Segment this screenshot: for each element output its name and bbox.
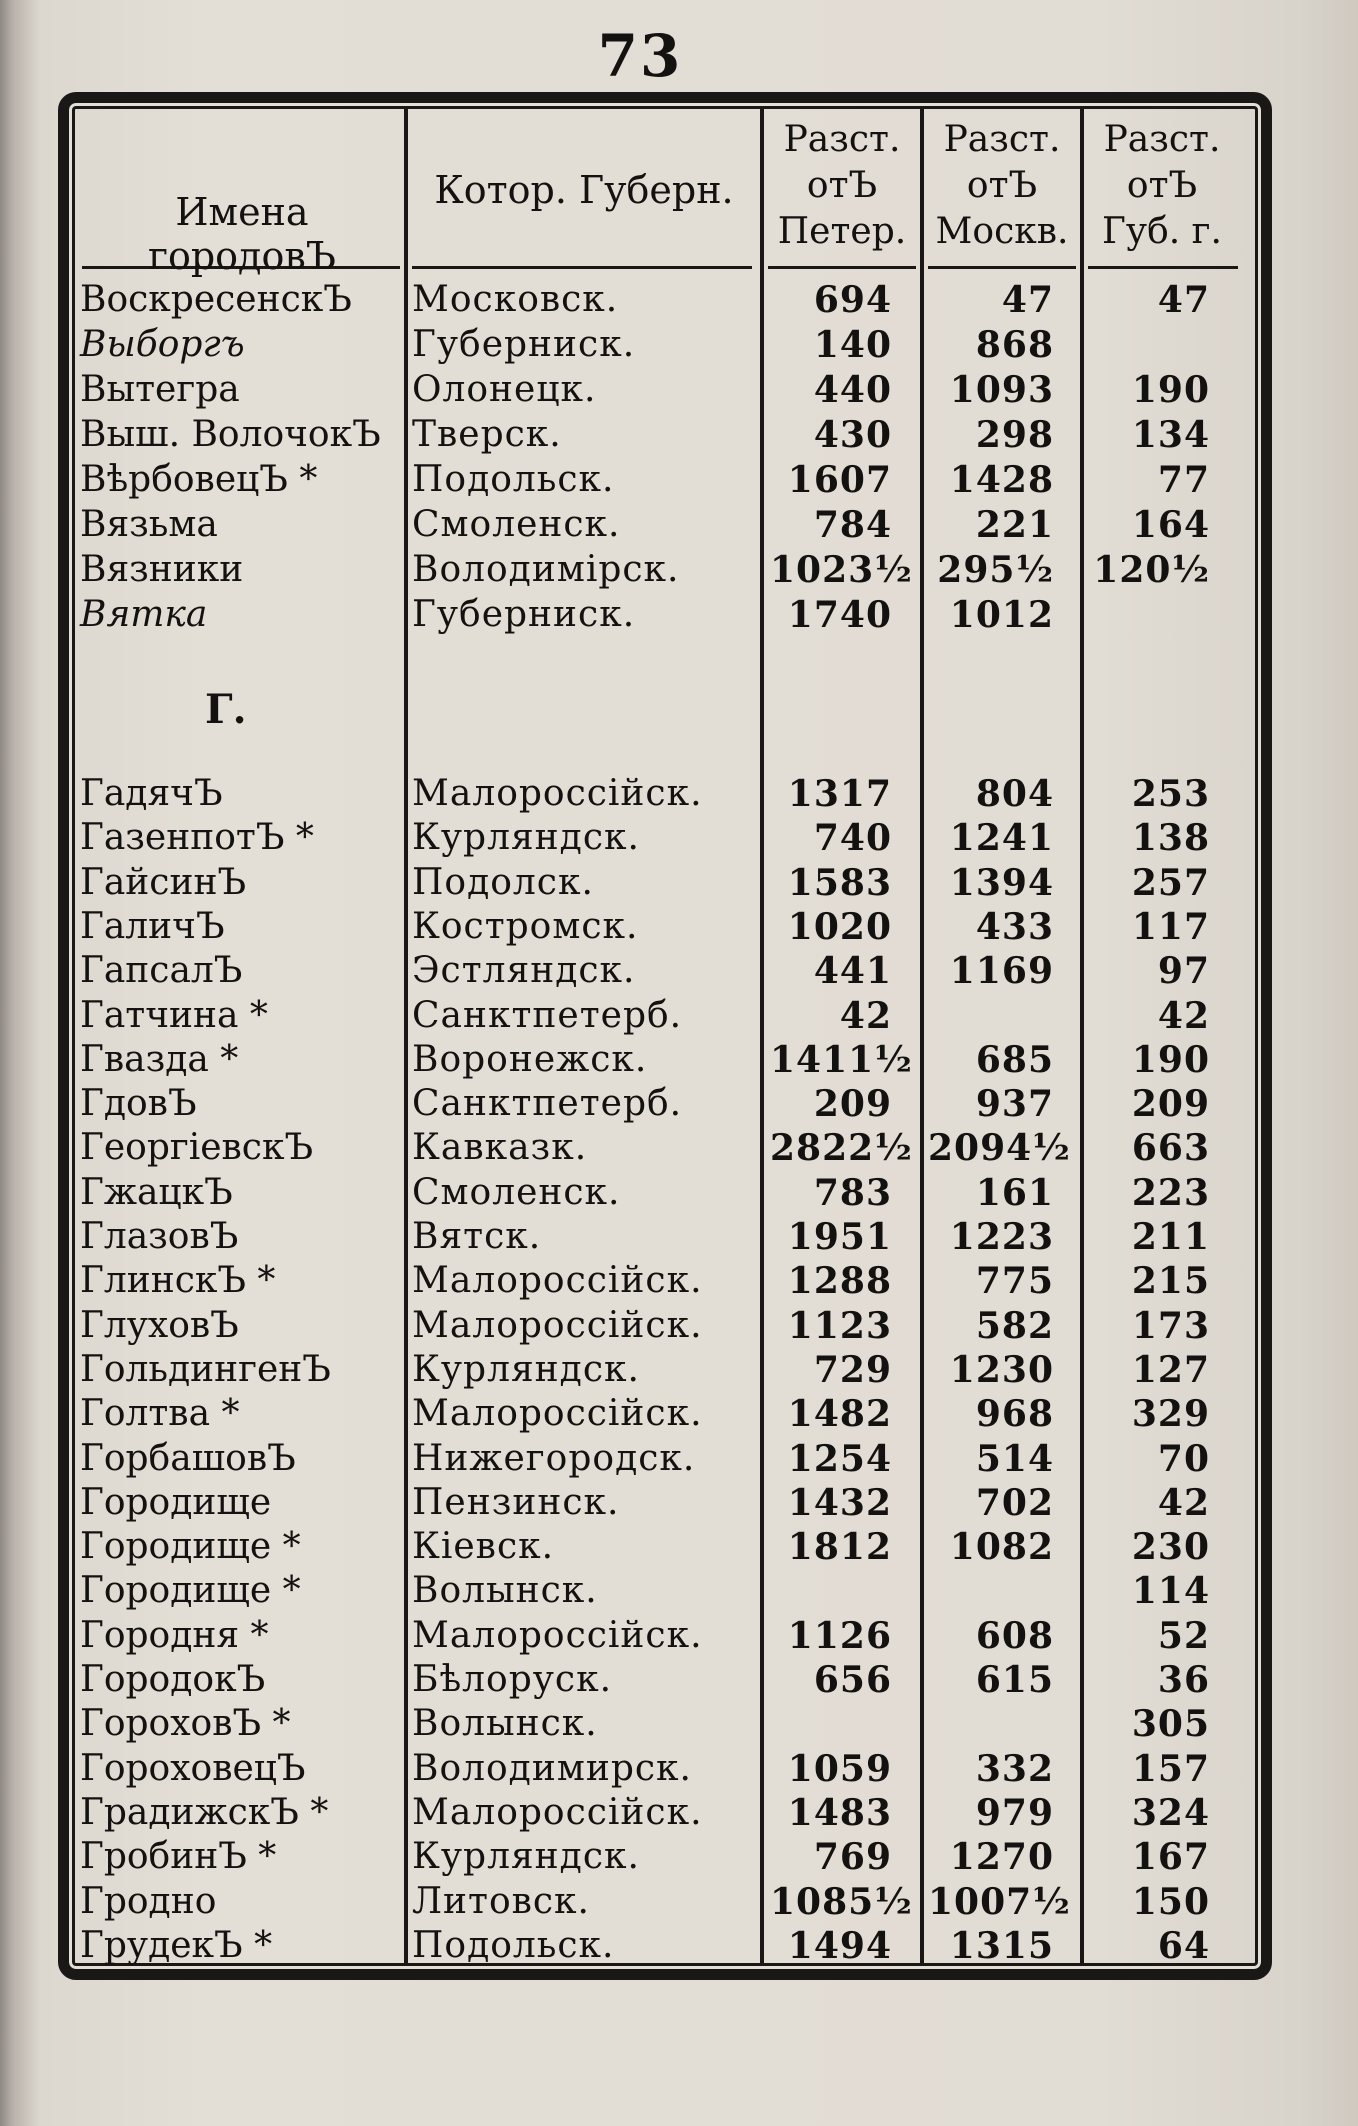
distance-from-gubernia-town: 47: [1157, 279, 1210, 321]
city-name: ГжацкЪ: [80, 1171, 233, 1213]
distance-from-moscow: 1230: [949, 1348, 1054, 1391]
distance-from-gubernia-town: 120½: [1093, 549, 1210, 591]
governorate: Воронежск.: [412, 1038, 648, 1080]
header-gub-3: Губ. г.: [1102, 211, 1222, 252]
distance-from-moscow: 685: [975, 1038, 1054, 1081]
distance-from-moscow: 161: [975, 1171, 1054, 1214]
header-underline-gub: [1088, 266, 1238, 269]
governorate: Малороссійск.: [412, 1260, 703, 1302]
distance-from-moscow: 968: [975, 1393, 1054, 1436]
distance-from-gubernia-town: 77: [1157, 459, 1210, 501]
governorate: Малороссійск.: [412, 1791, 703, 1833]
table-row: [0, 1835, 1358, 1879]
table-row: [0, 1569, 1358, 1613]
city-name: Вятка: [80, 594, 208, 635]
city-name: ВоскресенскЪ: [80, 279, 352, 320]
page-number: 73: [597, 22, 683, 90]
distance-from-gubernia-town: 173: [1131, 1304, 1210, 1347]
distance-from-petersburg: 1432: [787, 1481, 892, 1524]
governorate: Губерниск.: [412, 594, 636, 635]
distance-from-gubernia-town: 42: [1157, 1481, 1210, 1524]
distance-from-moscow: 1169: [949, 950, 1054, 993]
city-name: Городище: [80, 1481, 272, 1523]
table-row: [0, 1126, 1358, 1170]
distance-from-moscow: 221: [975, 504, 1054, 546]
governorate: Кіевск.: [412, 1526, 555, 1568]
governorate: Малороссійск.: [412, 1304, 703, 1346]
city-name: Городня *: [80, 1614, 269, 1656]
table-row: [0, 1747, 1358, 1791]
distance-from-gubernia-town: 324: [1131, 1791, 1210, 1834]
distance-from-moscow: 868: [975, 324, 1054, 366]
governorate: Санктпетерб.: [412, 994, 683, 1036]
distance-from-moscow: 514: [975, 1437, 1054, 1480]
table-row: [0, 593, 1358, 637]
header-city: Имена городовЪ: [148, 190, 336, 278]
table-row: [0, 323, 1358, 367]
distance-from-petersburg: 1126: [787, 1614, 892, 1657]
header-spb-2: отЪ: [806, 165, 878, 206]
distance-from-moscow: 1223: [949, 1216, 1054, 1258]
table-row: [0, 548, 1358, 592]
distance-from-moscow: 804: [975, 773, 1054, 815]
governorate: Смоленск.: [412, 504, 621, 545]
distance-from-moscow: 332: [975, 1747, 1054, 1790]
city-name: ГрадижскЪ *: [80, 1791, 329, 1833]
header-spb-1: Разст.: [783, 119, 901, 160]
distance-from-gubernia-town: 663: [1131, 1127, 1210, 1170]
distance-from-moscow: 2094½: [928, 1127, 1071, 1170]
distance-from-gubernia-town: 97: [1157, 950, 1210, 993]
table-row: [0, 1437, 1358, 1481]
distance-from-gubernia-town: 42: [1157, 994, 1210, 1037]
table-row: [0, 413, 1358, 457]
city-name: ВѣрбовецЪ *: [80, 459, 318, 500]
distance-from-moscow: 1082: [949, 1526, 1054, 1569]
section-letter: Г.: [205, 686, 247, 733]
distance-from-moscow: 775: [975, 1260, 1054, 1303]
distance-from-petersburg: 1583: [787, 861, 892, 904]
table-row: [0, 1880, 1358, 1924]
city-name: ГеоргіевскЪ: [80, 1127, 314, 1169]
table-row: [0, 1259, 1358, 1303]
distance-from-gubernia-town: 230: [1131, 1526, 1210, 1569]
distance-from-gubernia-town: 223: [1131, 1171, 1210, 1214]
distance-from-moscow: 1428: [949, 459, 1054, 501]
table-row: [0, 772, 1358, 816]
table-row: [0, 1392, 1358, 1436]
distance-from-moscow: 298: [975, 414, 1054, 456]
distance-from-gubernia-town: 211: [1131, 1216, 1210, 1258]
distance-from-petersburg: 1494: [787, 1924, 892, 1967]
city-name: ГапсалЪ: [80, 950, 243, 992]
governorate: Московск.: [412, 279, 619, 320]
distance-from-petersburg: 1254: [787, 1437, 892, 1480]
governorate: Литовск.: [412, 1880, 590, 1922]
distance-from-gubernia-town: 64: [1157, 1924, 1210, 1967]
table-row: [0, 1171, 1358, 1215]
distance-from-petersburg: 140: [813, 324, 892, 366]
header-gov: Котор. Губерн.: [434, 168, 734, 212]
governorate: Кавказк.: [412, 1127, 588, 1169]
distance-from-moscow: 1394: [949, 861, 1054, 904]
distance-from-gubernia-town: 36: [1157, 1659, 1210, 1701]
distance-from-moscow: 1241: [949, 817, 1054, 860]
governorate: Подольск.: [412, 1924, 615, 1966]
distance-from-moscow: 1007½: [928, 1880, 1071, 1923]
city-name: ГлинскЪ *: [80, 1260, 276, 1302]
table-row: [0, 1304, 1358, 1348]
distance-from-moscow: 608: [975, 1614, 1054, 1657]
distance-from-gubernia-town: 134: [1131, 414, 1210, 456]
table-row: [0, 368, 1358, 412]
city-name: ГадячЪ: [80, 773, 223, 814]
distance-from-petersburg: 430: [813, 414, 892, 456]
governorate: Володимірск.: [412, 549, 680, 590]
distance-from-petersburg: 1482: [787, 1393, 892, 1436]
header-underline-gov: [412, 266, 752, 269]
table-row: [0, 1924, 1358, 1968]
table-row: [0, 816, 1358, 860]
city-name: ГаличЪ: [80, 905, 225, 947]
header-msk-1: Разст.: [943, 119, 1061, 160]
table-row: [0, 1614, 1358, 1658]
table-row: [0, 861, 1358, 905]
distance-from-gubernia-town: 164: [1131, 504, 1210, 546]
governorate: Подолск.: [412, 861, 594, 903]
city-name: ГрудекЪ *: [80, 1924, 273, 1966]
distance-from-petersburg: 1023½: [770, 549, 913, 591]
governorate: Володимирск.: [412, 1747, 692, 1789]
header-gub-1: Разст.: [1103, 119, 1221, 160]
distance-from-moscow: 1270: [949, 1836, 1054, 1879]
city-name: Городище *: [80, 1526, 301, 1568]
distance-from-gubernia-town: 253: [1131, 773, 1210, 815]
header-gub-2: отЪ: [1126, 165, 1198, 206]
distance-from-gubernia-town: 190: [1131, 1038, 1210, 1081]
distance-from-gubernia-town: 114: [1131, 1570, 1210, 1613]
distance-from-moscow: 433: [975, 905, 1054, 948]
distance-from-petersburg: 783: [813, 1171, 892, 1214]
governorate: Нижегородск.: [412, 1437, 696, 1479]
table-row: [0, 458, 1358, 502]
table-row: [0, 1481, 1358, 1525]
city-name: ГольдингенЪ: [80, 1348, 331, 1390]
city-name: ГлуховЪ: [80, 1304, 239, 1346]
distance-from-moscow: 47: [1001, 279, 1054, 321]
governorate: Смоленск.: [412, 1171, 621, 1213]
distance-from-gubernia-town: 329: [1131, 1393, 1210, 1436]
city-name: Гатчина *: [80, 994, 268, 1036]
table-row: [0, 1658, 1358, 1702]
governorate: Волынск.: [412, 1703, 598, 1745]
table-row: [0, 1082, 1358, 1126]
table-row: [0, 1348, 1358, 1392]
table-row: [0, 1215, 1358, 1259]
header-spb-3: Петер.: [777, 211, 907, 252]
header-underline-msk: [928, 266, 1076, 269]
distance-from-petersburg: 209: [813, 1083, 892, 1126]
distance-from-gubernia-town: 167: [1131, 1836, 1210, 1879]
city-name: ГороховЪ *: [80, 1703, 291, 1745]
city-name: Городище *: [80, 1570, 301, 1612]
table-row: [0, 949, 1358, 993]
distance-from-moscow: 1093: [949, 369, 1054, 411]
distance-from-petersburg: 1483: [787, 1791, 892, 1834]
distance-from-petersburg: 1059: [787, 1747, 892, 1790]
distance-from-moscow: 582: [975, 1304, 1054, 1347]
city-name: ГороховецЪ: [80, 1747, 306, 1789]
city-name: ГробинЪ *: [80, 1836, 277, 1878]
governorate: Костромск.: [412, 905, 639, 947]
distance-from-petersburg: 1740: [787, 594, 892, 636]
distance-from-gubernia-town: 52: [1157, 1614, 1210, 1657]
city-name: Голтва *: [80, 1393, 240, 1435]
table-row: [0, 905, 1358, 949]
city-name: ГазенпотЪ *: [80, 817, 314, 859]
city-name: ГорбашовЪ: [80, 1437, 296, 1479]
distance-from-petersburg: 1317: [787, 773, 892, 815]
distance-from-gubernia-town: 157: [1131, 1747, 1210, 1790]
city-name: Гродно: [80, 1880, 217, 1922]
city-name: Выш. ВолочокЪ: [80, 414, 381, 455]
distance-from-petersburg: 1020: [787, 905, 892, 948]
distance-from-gubernia-town: 150: [1131, 1880, 1210, 1923]
distance-from-petersburg: 769: [813, 1836, 892, 1879]
distance-from-gubernia-town: 70: [1157, 1437, 1210, 1480]
city-name: ГлазовЪ: [80, 1216, 239, 1257]
distance-from-petersburg: 1085½: [770, 1880, 913, 1923]
city-name: ГдовЪ: [80, 1083, 197, 1125]
table-row: [0, 503, 1358, 547]
distance-from-petersburg: 2822½: [770, 1127, 913, 1170]
distance-from-moscow: 979: [975, 1791, 1054, 1834]
table-row: [0, 1525, 1358, 1569]
governorate: Губерниск.: [412, 324, 636, 365]
city-name: Вытегра: [80, 369, 240, 410]
governorate: Санктпетерб.: [412, 1083, 683, 1125]
table-row: [0, 1702, 1358, 1746]
governorate: Малороссійск.: [412, 1614, 703, 1656]
distance-from-gubernia-town: 127: [1131, 1348, 1210, 1391]
distance-from-petersburg: 694: [813, 279, 892, 321]
distance-from-petersburg: 740: [813, 817, 892, 860]
header-msk-2: отЪ: [966, 165, 1038, 206]
distance-from-moscow: 1012: [949, 594, 1054, 636]
table-row: [0, 1791, 1358, 1835]
distance-from-gubernia-town: 190: [1131, 369, 1210, 411]
distance-from-gubernia-town: 138: [1131, 817, 1210, 860]
distance-from-moscow: 1315: [949, 1924, 1054, 1967]
distance-from-moscow: 702: [975, 1481, 1054, 1524]
distance-from-gubernia-town: 209: [1131, 1083, 1210, 1126]
table-row: [0, 994, 1358, 1038]
distance-from-petersburg: 729: [813, 1348, 892, 1391]
governorate: Подольск.: [412, 459, 615, 500]
distance-from-petersburg: 440: [813, 369, 892, 411]
governorate: Бѣлоруск.: [412, 1659, 613, 1700]
governorate: Курляндск.: [412, 1836, 640, 1878]
header-msk-3: Москв.: [935, 211, 1069, 252]
distance-from-gubernia-town: 215: [1131, 1260, 1210, 1303]
governorate: Малороссійск.: [412, 773, 703, 814]
distance-from-gubernia-town: 117: [1131, 905, 1210, 948]
governorate: Олонецк.: [412, 369, 597, 410]
governorate: Малороссійск.: [412, 1393, 703, 1435]
distance-from-petersburg: 1607: [787, 459, 892, 501]
distance-from-petersburg: 656: [813, 1659, 892, 1701]
city-name: ГайсинЪ: [80, 861, 247, 903]
governorate: Курляндск.: [412, 817, 640, 859]
distance-from-petersburg: 1123: [787, 1304, 892, 1347]
governorate: Волынск.: [412, 1570, 598, 1612]
city-name: Гвазда *: [80, 1038, 239, 1080]
header-underline-spb: [768, 266, 916, 269]
distance-from-petersburg: 1951: [787, 1216, 892, 1258]
distance-from-petersburg: 1288: [787, 1260, 892, 1303]
distance-from-petersburg: 42: [839, 994, 892, 1037]
governorate: Курляндск.: [412, 1348, 640, 1390]
city-name: Вязники: [80, 549, 244, 590]
distance-from-moscow: 937: [975, 1083, 1054, 1126]
distance-from-petersburg: 1411½: [770, 1038, 913, 1081]
distance-from-moscow: 295½: [937, 549, 1054, 591]
distance-from-petersburg: 1812: [787, 1526, 892, 1569]
city-name: Выборгъ: [80, 324, 245, 365]
distance-from-gubernia-town: 257: [1131, 861, 1210, 904]
distance-from-moscow: 615: [975, 1659, 1054, 1701]
governorate: Тверск.: [412, 414, 562, 455]
governorate: Эстляндск.: [412, 950, 636, 992]
distance-from-petersburg: 441: [813, 950, 892, 993]
city-name: Вязьма: [80, 504, 218, 545]
table-row: [0, 278, 1358, 322]
distance-from-gubernia-town: 305: [1131, 1703, 1210, 1746]
governorate: Пензинск.: [412, 1481, 620, 1523]
distance-from-petersburg: 784: [813, 504, 892, 546]
table-row: [0, 1038, 1358, 1082]
governorate: Вятск.: [412, 1216, 542, 1257]
city-name: ГородокЪ: [80, 1659, 266, 1700]
